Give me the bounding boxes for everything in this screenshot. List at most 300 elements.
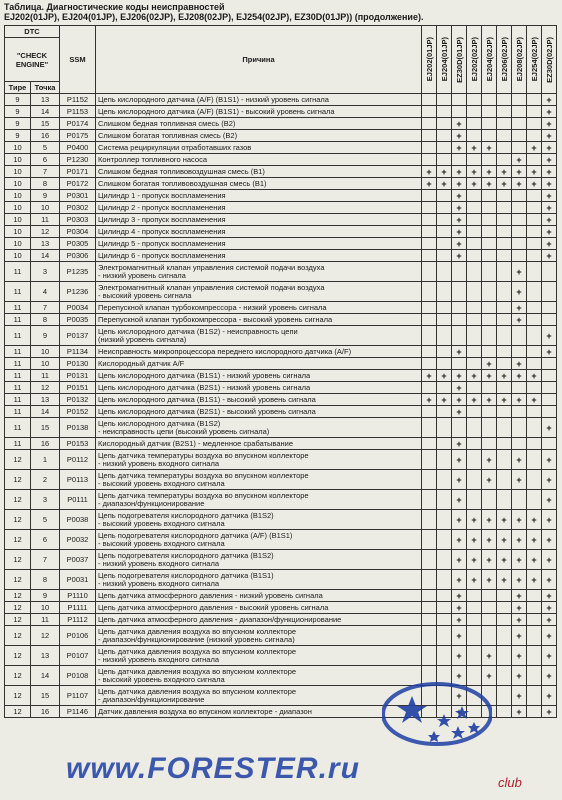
applicability-mark [422,118,437,130]
applicability-mark: + [482,370,497,382]
applicability-mark [437,190,452,202]
table-row [5,614,557,626]
applicability-mark [497,250,512,262]
applicability-mark [512,438,527,450]
applicability-mark: + [452,626,467,646]
applicability-mark [482,302,497,314]
applicability-mark [497,406,512,418]
applicability-mark [482,418,497,438]
applicability-mark: + [482,166,497,178]
applicability-mark [437,590,452,602]
applicability-mark [542,382,557,394]
applicability-mark [452,154,467,166]
applicability-mark: + [482,450,497,470]
applicability-mark: + [542,250,557,262]
applicability-mark: + [542,550,557,570]
applicability-mark [422,94,437,106]
applicability-mark: + [482,394,497,406]
engine-header: EZ30D(02JP) [542,26,557,94]
type-cell: 11 [5,282,31,302]
ssm-cell: P1134 [60,346,96,358]
point-cell: 11 [31,370,60,382]
applicability-mark [497,226,512,238]
applicability-mark [497,626,512,646]
cause-cell: Цепь кислородного датчика (A/F) (B1S1) - высокий уровень сигнала [96,106,422,118]
type-cell: 10 [5,190,31,202]
ssm-cell: P0400 [60,142,96,154]
cause-cell: Цилиндр 6 - пропуск воспламенения [96,250,422,262]
applicability-mark: + [452,614,467,626]
applicability-mark: + [452,214,467,226]
applicability-mark [482,590,497,602]
point-header: Точка [31,82,60,94]
ssm-cell: P0302 [60,202,96,214]
applicability-mark [497,470,512,490]
applicability-mark [437,614,452,626]
applicability-mark [497,646,512,666]
applicability-mark [422,510,437,530]
applicability-mark [497,302,512,314]
applicability-mark: + [512,686,527,706]
applicability-mark [482,226,497,238]
applicability-mark [497,346,512,358]
applicability-mark [482,382,497,394]
table-row [5,154,557,166]
applicability-mark [467,250,482,262]
applicability-mark [467,418,482,438]
type-cell: 11 [5,314,31,326]
applicability-mark [512,118,527,130]
cause-cell: Цепь кислородного датчика (B2S1) - высокий уровень сигнала [96,406,422,418]
cause-cell: Слишком богатая топливная смесь (B2) [96,130,422,142]
cause-cell: Перепускной клапан турбокомпрессора - высокий уровень сигнала [96,314,422,326]
point-cell: 10 [31,346,60,358]
applicability-mark [452,282,467,302]
applicability-mark: + [452,370,467,382]
applicability-mark: + [512,370,527,382]
point-cell: 14 [31,250,60,262]
applicability-mark [422,358,437,370]
table-row [5,118,557,130]
applicability-mark: + [467,394,482,406]
ssm-cell: P0111 [60,490,96,510]
dtc-table [4,25,557,718]
engine-header: EJ202(01JP) [422,26,437,94]
applicability-mark: + [497,178,512,190]
applicability-mark: + [437,394,452,406]
type-header: Тире [5,82,31,94]
applicability-mark [422,590,437,602]
applicability-mark: + [467,370,482,382]
applicability-mark [512,142,527,154]
table-row [5,470,557,490]
applicability-mark: + [437,178,452,190]
applicability-mark [422,530,437,550]
applicability-mark: + [422,166,437,178]
applicability-mark: + [542,94,557,106]
applicability-mark [512,202,527,214]
applicability-mark [437,418,452,438]
check-engine-header: "CHECK ENGINE" [5,38,60,82]
applicability-mark [512,382,527,394]
applicability-mark [437,282,452,302]
applicability-mark: + [452,490,467,510]
applicability-mark: + [452,646,467,666]
applicability-mark [482,130,497,142]
applicability-mark [437,438,452,450]
table-row [5,450,557,470]
applicability-mark [482,190,497,202]
applicability-mark [422,406,437,418]
ssm-cell: P0152 [60,406,96,418]
ssm-cell: P0171 [60,166,96,178]
applicability-mark [452,106,467,118]
point-cell: 6 [31,530,60,550]
applicability-mark [482,602,497,614]
table-row [5,418,557,438]
applicability-mark [422,214,437,226]
applicability-mark: + [512,166,527,178]
applicability-mark: + [527,178,542,190]
ssm-cell: P0151 [60,382,96,394]
applicability-mark: + [497,530,512,550]
ssm-cell: P0031 [60,570,96,590]
title-line-1: Таблица. Диагностические коды неисправностей [4,2,225,12]
table-row [5,438,557,450]
table-row [5,262,557,282]
applicability-mark [467,346,482,358]
applicability-mark [437,406,452,418]
applicability-mark [527,214,542,226]
applicability-mark [527,614,542,626]
applicability-mark: + [437,370,452,382]
applicability-mark: + [497,370,512,382]
ssm-cell: P0131 [60,370,96,382]
ssm-cell: P1236 [60,282,96,302]
applicability-mark [467,614,482,626]
ssm-header: SSM [60,26,96,94]
applicability-mark: + [452,394,467,406]
ssm-cell: P1235 [60,262,96,282]
type-cell: 10 [5,226,31,238]
applicability-mark: + [452,346,467,358]
applicability-mark [437,142,452,154]
ssm-cell: P1152 [60,94,96,106]
ssm-cell: P0112 [60,450,96,470]
applicability-mark [467,646,482,666]
applicability-mark [497,314,512,326]
applicability-mark: + [542,450,557,470]
applicability-mark [452,262,467,282]
type-cell: 12 [5,530,31,550]
applicability-mark: + [452,178,467,190]
ssm-cell: P1107 [60,686,96,706]
point-cell: 5 [31,142,60,154]
applicability-mark [497,686,512,706]
applicability-mark [467,314,482,326]
table-row [5,370,557,382]
applicability-mark: + [542,686,557,706]
ssm-cell: P1112 [60,614,96,626]
ssm-cell: P0108 [60,666,96,686]
applicability-mark: + [542,202,557,214]
applicability-mark [497,106,512,118]
applicability-mark: + [512,666,527,686]
applicability-mark: + [452,438,467,450]
applicability-mark: + [452,250,467,262]
applicability-mark [497,142,512,154]
applicability-mark [527,94,542,106]
ssm-cell: P0038 [60,510,96,530]
point-cell: 13 [31,238,60,250]
point-cell: 14 [31,106,60,118]
ssm-cell: P0174 [60,118,96,130]
applicability-mark [527,666,542,686]
table-row [5,190,557,202]
applicability-mark [482,438,497,450]
subaru-stars-logo [382,676,492,752]
table-row [5,314,557,326]
applicability-mark [497,118,512,130]
ssm-cell: P0172 [60,178,96,190]
point-cell: 1 [31,450,60,470]
applicability-mark: + [542,166,557,178]
applicability-mark: + [452,450,467,470]
ssm-cell: P0034 [60,302,96,314]
applicability-mark [482,262,497,282]
type-cell: 12 [5,626,31,646]
applicability-mark: + [542,346,557,358]
applicability-mark [437,382,452,394]
applicability-mark [527,118,542,130]
point-cell: 13 [31,94,60,106]
applicability-mark [467,382,482,394]
applicability-mark: + [542,530,557,550]
point-cell: 3 [31,262,60,282]
table-row [5,346,557,358]
applicability-mark [527,602,542,614]
ssm-cell: P1230 [60,154,96,166]
applicability-mark: + [512,314,527,326]
applicability-mark [422,418,437,438]
ssm-cell: P0032 [60,530,96,550]
applicability-mark: + [542,626,557,646]
applicability-mark: + [452,226,467,238]
table-row [5,202,557,214]
cause-cell: Датчик давления воздуха во впускном коллекторе - диапазон [96,706,422,718]
applicability-mark [452,302,467,314]
table-row [5,358,557,370]
applicability-mark [437,602,452,614]
type-cell: 10 [5,214,31,226]
applicability-mark: + [512,550,527,570]
point-cell: 7 [31,166,60,178]
applicability-mark [512,346,527,358]
applicability-mark: + [422,178,437,190]
applicability-mark [527,302,542,314]
applicability-mark [422,450,437,470]
applicability-mark [497,438,512,450]
applicability-mark [542,282,557,302]
type-cell: 12 [5,470,31,490]
applicability-mark [452,418,467,438]
applicability-mark [467,262,482,282]
ssm-cell: P0301 [60,190,96,202]
applicability-mark: + [542,326,557,346]
type-cell: 12 [5,646,31,666]
type-cell: 12 [5,602,31,614]
applicability-mark: + [512,450,527,470]
applicability-mark: + [512,262,527,282]
applicability-mark [527,706,542,718]
applicability-mark [467,450,482,470]
applicability-mark [437,250,452,262]
applicability-mark [467,190,482,202]
applicability-mark [467,154,482,166]
point-cell: 6 [31,154,60,166]
applicability-mark [422,314,437,326]
applicability-mark: + [467,142,482,154]
applicability-mark: + [452,666,467,686]
applicability-mark [527,470,542,490]
applicability-mark [467,282,482,302]
applicability-mark: + [527,370,542,382]
applicability-mark [452,94,467,106]
point-cell: 12 [31,626,60,646]
applicability-mark [527,154,542,166]
applicability-mark [482,154,497,166]
applicability-mark [437,202,452,214]
engine-header: EJ204(02JP) [482,26,497,94]
applicability-mark [482,614,497,626]
applicability-mark: + [452,550,467,570]
applicability-mark [527,226,542,238]
cause-cell: Цепь кислородного датчика (B1S1) - низкий уровень сигнала [96,370,422,382]
table-row [5,590,557,602]
table-row [5,302,557,314]
applicability-mark [422,154,437,166]
applicability-mark [467,438,482,450]
applicability-mark [527,202,542,214]
applicability-mark [512,106,527,118]
applicability-mark: + [542,178,557,190]
applicability-mark [482,238,497,250]
type-cell: 10 [5,166,31,178]
applicability-mark [467,226,482,238]
applicability-mark: + [542,130,557,142]
cause-cell: Цепь подогревателя кислородного датчика (B1S2) - высокий уровень входного сигнала [96,510,422,530]
applicability-mark: + [542,706,557,718]
applicability-mark [437,326,452,346]
ssm-cell: P1146 [60,706,96,718]
applicability-mark [467,94,482,106]
applicability-mark [497,418,512,438]
club-watermark: club [498,775,522,790]
applicability-mark: + [452,142,467,154]
applicability-mark [437,314,452,326]
applicability-mark: + [452,118,467,130]
type-cell: 12 [5,570,31,590]
dtc-header: DTC [5,26,60,38]
point-cell: 15 [31,686,60,706]
cause-cell: Цепь датчика давления воздуха во впускном коллекторе - диапазон/функционирование (низкий уровень сигнала) [96,626,422,646]
applicability-mark: + [542,490,557,510]
applicability-mark [482,250,497,262]
applicability-mark: + [542,510,557,530]
applicability-mark [467,602,482,614]
applicability-mark [437,130,452,142]
applicability-mark: + [452,382,467,394]
applicability-mark [422,190,437,202]
type-cell: 10 [5,202,31,214]
applicability-mark [542,370,557,382]
applicability-mark [422,282,437,302]
applicability-mark [527,250,542,262]
point-cell: 9 [31,326,60,346]
applicability-mark [422,142,437,154]
applicability-mark: + [527,142,542,154]
applicability-mark [437,490,452,510]
point-cell: 9 [31,190,60,202]
applicability-mark [467,214,482,226]
applicability-mark: + [512,282,527,302]
applicability-mark [542,438,557,450]
applicability-mark [527,646,542,666]
applicability-mark [542,314,557,326]
applicability-mark [527,282,542,302]
type-cell: 12 [5,614,31,626]
applicability-mark [497,238,512,250]
title-line-2: EJ202(01JP), EJ204(01JP), EJ206(02JP), EJ208(02JP), EJ254(02JP), EZ30D(01JP)) (продолжение). [4,12,424,22]
applicability-mark: + [467,550,482,570]
applicability-mark [527,626,542,646]
applicability-mark [422,346,437,358]
type-cell: 10 [5,154,31,166]
engine-header: EJ204(01JP) [437,26,452,94]
applicability-mark [527,130,542,142]
applicability-mark [437,346,452,358]
applicability-mark [512,490,527,510]
applicability-mark [512,326,527,346]
applicability-mark [467,130,482,142]
applicability-mark [512,226,527,238]
applicability-mark [422,382,437,394]
applicability-mark: + [512,530,527,550]
applicability-mark [527,238,542,250]
ssm-cell: P1111 [60,602,96,614]
applicability-mark [512,250,527,262]
applicability-mark [527,190,542,202]
applicability-mark [437,510,452,530]
applicability-mark [497,262,512,282]
cause-cell: Цепь кислородного датчика (B1S2) - неисправность цепи (низкий уровень сигнала) [96,326,422,346]
ssm-cell: P0113 [60,470,96,490]
type-cell: 10 [5,142,31,154]
applicability-mark [497,450,512,470]
applicability-mark [467,118,482,130]
applicability-mark [482,214,497,226]
table-row [5,94,557,106]
applicability-mark [527,438,542,450]
point-cell: 11 [31,614,60,626]
applicability-mark [497,94,512,106]
applicability-mark [497,706,512,718]
applicability-mark [497,214,512,226]
applicability-mark [512,418,527,438]
point-cell: 14 [31,406,60,418]
type-cell: 11 [5,358,31,370]
table-row [5,214,557,226]
